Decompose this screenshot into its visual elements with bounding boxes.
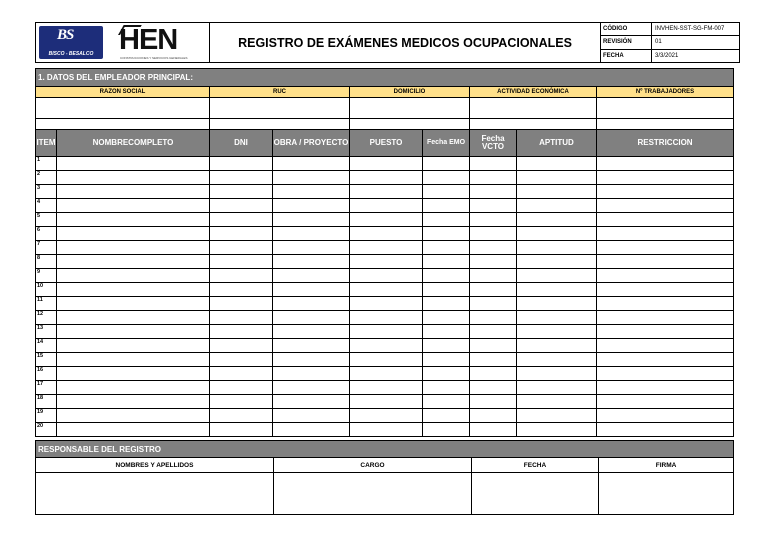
employer-ruc-field[interactable] bbox=[210, 98, 350, 119]
col-obra: OBRA / PROYECTO bbox=[273, 130, 350, 157]
row-obra-cell[interactable] bbox=[273, 395, 350, 409]
row-fecha-vcto-cell[interactable] bbox=[470, 311, 517, 325]
document-title: REGISTRO DE EXÁMENES MEDICOS OCUPACIONALES bbox=[210, 23, 601, 63]
row-puesto-cell[interactable] bbox=[350, 325, 423, 339]
row-puesto-cell[interactable] bbox=[350, 297, 423, 311]
row-item-number: 14 bbox=[36, 339, 57, 353]
row-dni-cell[interactable] bbox=[210, 325, 273, 339]
row-item-number: 11 bbox=[36, 297, 57, 311]
table-row bbox=[36, 339, 734, 353]
row-obra-cell[interactable] bbox=[273, 283, 350, 297]
row-obra-cell[interactable] bbox=[273, 311, 350, 325]
row-item-number: 1 bbox=[36, 157, 57, 171]
row-restriccion-cell[interactable] bbox=[597, 157, 734, 171]
row-aptitud-cell[interactable] bbox=[517, 311, 597, 325]
row-restriccion-cell[interactable] bbox=[597, 199, 734, 213]
row-fecha-emo-cell[interactable] bbox=[423, 241, 470, 255]
employer-actividad-field[interactable] bbox=[470, 98, 597, 119]
form-sheet bbox=[35, 22, 733, 515]
row-fecha-vcto-cell[interactable] bbox=[470, 423, 517, 437]
row-nombre-cell[interactable] bbox=[57, 325, 210, 339]
resp-nombres-field[interactable] bbox=[36, 473, 274, 515]
resp-col-firma: FIRMA bbox=[599, 458, 734, 473]
row-fecha-vcto-cell[interactable] bbox=[470, 283, 517, 297]
col-fecha-emo: Fecha EMO bbox=[423, 130, 470, 157]
row-fecha-emo-cell[interactable] bbox=[423, 409, 470, 423]
row-fecha-vcto-cell[interactable] bbox=[470, 325, 517, 339]
row-item-number: 16 bbox=[36, 367, 57, 381]
row-dni-cell[interactable] bbox=[210, 199, 273, 213]
row-restriccion-cell[interactable] bbox=[597, 367, 734, 381]
row-nombre-cell[interactable] bbox=[57, 297, 210, 311]
table-row bbox=[36, 409, 734, 423]
row-puesto-cell[interactable] bbox=[350, 283, 423, 297]
row-puesto-cell[interactable] bbox=[350, 353, 423, 367]
row-fecha-emo-cell[interactable] bbox=[423, 283, 470, 297]
col-dni: DNI bbox=[210, 130, 273, 157]
row-puesto-cell[interactable] bbox=[350, 339, 423, 353]
row-restriccion-cell[interactable] bbox=[597, 297, 734, 311]
row-fecha-emo-cell[interactable] bbox=[423, 395, 470, 409]
row-puesto-cell[interactable] bbox=[350, 269, 423, 283]
resp-col-nombres: NOMBRES Y APELLIDOS bbox=[36, 458, 274, 473]
hen-logo-tagline: CONSTRUCCIONES Y SERVICIOS GENERALES bbox=[120, 56, 188, 60]
row-restriccion-cell[interactable] bbox=[597, 171, 734, 185]
row-fecha-emo-cell[interactable] bbox=[423, 255, 470, 269]
row-fecha-emo-cell[interactable] bbox=[423, 325, 470, 339]
table-row bbox=[36, 325, 734, 339]
employer-section-title: 1. DATOS DEL EMPLEADOR PRINCIPAL: bbox=[36, 69, 734, 87]
table-row bbox=[36, 269, 734, 283]
row-dni-cell[interactable] bbox=[210, 185, 273, 199]
row-obra-cell[interactable] bbox=[273, 157, 350, 171]
meta-value-revision: 01 bbox=[652, 36, 740, 49]
table-row bbox=[36, 353, 734, 367]
row-restriccion-cell[interactable] bbox=[597, 311, 734, 325]
logos-cell bbox=[36, 23, 210, 63]
row-restriccion-cell[interactable] bbox=[597, 283, 734, 297]
row-puesto-cell[interactable] bbox=[350, 227, 423, 241]
row-aptitud-cell[interactable] bbox=[517, 283, 597, 297]
row-item-number: 10 bbox=[36, 283, 57, 297]
row-restriccion-cell[interactable] bbox=[597, 339, 734, 353]
row-item-number: 6 bbox=[36, 227, 57, 241]
table-row bbox=[36, 255, 734, 269]
row-item-number: 9 bbox=[36, 269, 57, 283]
row-dni-cell[interactable] bbox=[210, 297, 273, 311]
row-nombre-cell[interactable] bbox=[57, 353, 210, 367]
row-item-number: 18 bbox=[36, 395, 57, 409]
row-item-number: 20 bbox=[36, 423, 57, 437]
row-restriccion-cell[interactable] bbox=[597, 381, 734, 395]
row-obra-cell[interactable] bbox=[273, 409, 350, 423]
row-fecha-vcto-cell[interactable] bbox=[470, 353, 517, 367]
table-row bbox=[36, 283, 734, 297]
employer-trabajadores-field[interactable] bbox=[597, 98, 734, 119]
row-nombre-cell[interactable] bbox=[57, 409, 210, 423]
employer-header-row bbox=[36, 87, 734, 98]
row-obra-cell[interactable] bbox=[273, 367, 350, 381]
row-restriccion-cell[interactable] bbox=[597, 409, 734, 423]
row-item-number: 15 bbox=[36, 353, 57, 367]
row-restriccion-cell[interactable] bbox=[597, 325, 734, 339]
row-fecha-emo-cell[interactable] bbox=[423, 185, 470, 199]
row-restriccion-cell[interactable] bbox=[597, 395, 734, 409]
row-aptitud-cell[interactable] bbox=[517, 297, 597, 311]
row-fecha-vcto-cell[interactable] bbox=[470, 171, 517, 185]
employer-value-row bbox=[36, 98, 734, 119]
row-nombre-cell[interactable] bbox=[57, 227, 210, 241]
row-puesto-cell[interactable] bbox=[350, 185, 423, 199]
row-item-number: 19 bbox=[36, 409, 57, 423]
resp-col-cargo: CARGO bbox=[274, 458, 472, 473]
employer-col-razon-social: RAZON SOCIAL bbox=[36, 87, 210, 98]
row-fecha-emo-cell[interactable] bbox=[423, 227, 470, 241]
row-restriccion-cell[interactable] bbox=[597, 227, 734, 241]
row-obra-cell[interactable] bbox=[273, 213, 350, 227]
row-nombre-cell[interactable] bbox=[57, 423, 210, 437]
row-puesto-cell[interactable] bbox=[350, 395, 423, 409]
row-dni-cell[interactable] bbox=[210, 241, 273, 255]
row-restriccion-cell[interactable] bbox=[597, 213, 734, 227]
row-aptitud-cell[interactable] bbox=[517, 381, 597, 395]
row-obra-cell[interactable] bbox=[273, 227, 350, 241]
row-fecha-emo-cell[interactable] bbox=[423, 199, 470, 213]
row-aptitud-cell[interactable] bbox=[517, 185, 597, 199]
row-fecha-emo-cell[interactable] bbox=[423, 171, 470, 185]
row-puesto-cell[interactable] bbox=[350, 199, 423, 213]
row-nombre-cell[interactable] bbox=[57, 199, 210, 213]
table-row bbox=[36, 367, 734, 381]
row-puesto-cell[interactable] bbox=[350, 311, 423, 325]
row-item-number: 2 bbox=[36, 171, 57, 185]
row-aptitud-cell[interactable] bbox=[517, 213, 597, 227]
row-obra-cell[interactable] bbox=[273, 269, 350, 283]
row-fecha-vcto-cell[interactable] bbox=[470, 409, 517, 423]
registry-rows bbox=[36, 157, 734, 437]
row-aptitud-cell[interactable] bbox=[517, 269, 597, 283]
row-dni-cell[interactable] bbox=[210, 381, 273, 395]
row-puesto-cell[interactable] bbox=[350, 423, 423, 437]
table-row bbox=[36, 199, 734, 213]
row-dni-cell[interactable] bbox=[210, 353, 273, 367]
row-obra-cell[interactable] bbox=[273, 241, 350, 255]
row-restriccion-cell[interactable] bbox=[597, 185, 734, 199]
col-item: ITEM bbox=[36, 130, 57, 157]
row-obra-cell[interactable] bbox=[273, 325, 350, 339]
meta-key-fecha: FECHA bbox=[601, 49, 652, 62]
table-row bbox=[36, 297, 734, 311]
row-fecha-emo-cell[interactable] bbox=[423, 381, 470, 395]
row-fecha-emo-cell[interactable] bbox=[423, 339, 470, 353]
row-aptitud-cell[interactable] bbox=[517, 241, 597, 255]
registry-header-row bbox=[36, 130, 734, 157]
row-nombre-cell[interactable] bbox=[57, 395, 210, 409]
row-nombre-cell[interactable] bbox=[57, 311, 210, 325]
row-aptitud-cell[interactable] bbox=[517, 199, 597, 213]
row-fecha-vcto-cell[interactable] bbox=[470, 255, 517, 269]
employer-col-trabajadores: Nº TRABAJADORES bbox=[597, 87, 734, 98]
row-dni-cell[interactable] bbox=[210, 311, 273, 325]
employer-col-ruc: RUC bbox=[210, 87, 350, 98]
row-aptitud-cell[interactable] bbox=[517, 395, 597, 409]
row-aptitud-cell[interactable] bbox=[517, 171, 597, 185]
row-nombre-cell[interactable] bbox=[57, 255, 210, 269]
row-fecha-emo-cell[interactable] bbox=[423, 353, 470, 367]
row-puesto-cell[interactable] bbox=[350, 241, 423, 255]
row-puesto-cell[interactable] bbox=[350, 157, 423, 171]
row-restriccion-cell[interactable] bbox=[597, 269, 734, 283]
row-nombre-cell[interactable] bbox=[57, 381, 210, 395]
row-aptitud-cell[interactable] bbox=[517, 255, 597, 269]
employer-col-actividad: ACTIVIDAD ECONÓMICA bbox=[470, 87, 597, 98]
row-aptitud-cell[interactable] bbox=[517, 409, 597, 423]
row-fecha-vcto-cell[interactable] bbox=[470, 213, 517, 227]
table-row bbox=[36, 381, 734, 395]
resp-col-fecha: FECHA bbox=[472, 458, 599, 473]
row-obra-cell[interactable] bbox=[273, 339, 350, 353]
row-obra-cell[interactable] bbox=[273, 171, 350, 185]
row-nombre-cell[interactable] bbox=[57, 171, 210, 185]
row-restriccion-cell[interactable] bbox=[597, 255, 734, 269]
row-obra-cell[interactable] bbox=[273, 297, 350, 311]
row-aptitud-cell[interactable] bbox=[517, 157, 597, 171]
row-fecha-vcto-cell[interactable] bbox=[470, 339, 517, 353]
row-item-number: 17 bbox=[36, 381, 57, 395]
row-obra-cell[interactable] bbox=[273, 199, 350, 213]
row-aptitud-cell[interactable] bbox=[517, 227, 597, 241]
row-item-number: 8 bbox=[36, 255, 57, 269]
col-restriccion: RESTRICCION bbox=[597, 130, 734, 157]
table-row bbox=[36, 311, 734, 325]
row-puesto-cell[interactable] bbox=[350, 171, 423, 185]
resp-firma-field[interactable] bbox=[599, 473, 734, 515]
table-row bbox=[36, 241, 734, 255]
row-fecha-vcto-cell[interactable] bbox=[470, 227, 517, 241]
table-row bbox=[36, 171, 734, 185]
row-fecha-emo-cell[interactable] bbox=[423, 423, 470, 437]
responsible-section-title: RESPONSABLE DEL REGISTRO bbox=[36, 441, 734, 458]
row-fecha-vcto-cell[interactable] bbox=[470, 241, 517, 255]
row-fecha-emo-cell[interactable] bbox=[423, 297, 470, 311]
row-puesto-cell[interactable] bbox=[350, 381, 423, 395]
row-dni-cell[interactable] bbox=[210, 395, 273, 409]
table-row bbox=[36, 423, 734, 437]
row-item-number: 12 bbox=[36, 311, 57, 325]
row-aptitud-cell[interactable] bbox=[517, 339, 597, 353]
table-row bbox=[36, 213, 734, 227]
row-aptitud-cell[interactable] bbox=[517, 367, 597, 381]
resp-fecha-field[interactable] bbox=[472, 473, 599, 515]
table-row bbox=[36, 185, 734, 199]
row-puesto-cell[interactable] bbox=[350, 367, 423, 381]
meta-value-fecha: 3/3/2021 bbox=[652, 49, 740, 62]
row-obra-cell[interactable] bbox=[273, 353, 350, 367]
responsible-header-row bbox=[36, 458, 734, 473]
row-fecha-vcto-cell[interactable] bbox=[470, 297, 517, 311]
row-fecha-vcto-cell[interactable] bbox=[470, 367, 517, 381]
row-puesto-cell[interactable] bbox=[350, 255, 423, 269]
row-dni-cell[interactable] bbox=[210, 283, 273, 297]
row-puesto-cell[interactable] bbox=[350, 409, 423, 423]
row-fecha-vcto-cell[interactable] bbox=[470, 269, 517, 283]
row-restriccion-cell[interactable] bbox=[597, 241, 734, 255]
row-fecha-vcto-cell[interactable] bbox=[470, 395, 517, 409]
row-dni-cell[interactable] bbox=[210, 423, 273, 437]
row-obra-cell[interactable] bbox=[273, 255, 350, 269]
row-nombre-cell[interactable] bbox=[57, 339, 210, 353]
row-fecha-vcto-cell[interactable] bbox=[470, 381, 517, 395]
employer-domicilio-field[interactable] bbox=[350, 98, 470, 119]
meta-key-codigo: CÓDIGO bbox=[601, 23, 652, 36]
row-dni-cell[interactable] bbox=[210, 269, 273, 283]
row-fecha-vcto-cell[interactable] bbox=[470, 185, 517, 199]
responsible-table bbox=[35, 440, 734, 515]
row-fecha-emo-cell[interactable] bbox=[423, 269, 470, 283]
row-item-number: 4 bbox=[36, 199, 57, 213]
row-item-number: 3 bbox=[36, 185, 57, 199]
row-fecha-emo-cell[interactable] bbox=[423, 311, 470, 325]
employer-spacer-row bbox=[36, 119, 734, 130]
row-obra-cell[interactable] bbox=[273, 185, 350, 199]
row-obra-cell[interactable] bbox=[273, 381, 350, 395]
row-dni-cell[interactable] bbox=[210, 157, 273, 171]
row-fecha-emo-cell[interactable] bbox=[423, 367, 470, 381]
form-header bbox=[35, 22, 740, 63]
row-item-number: 13 bbox=[36, 325, 57, 339]
row-aptitud-cell[interactable] bbox=[517, 423, 597, 437]
row-nombre-cell[interactable] bbox=[57, 157, 210, 171]
row-nombre-cell[interactable] bbox=[57, 269, 210, 283]
table-row bbox=[36, 395, 734, 409]
row-restriccion-cell[interactable] bbox=[597, 423, 734, 437]
row-restriccion-cell[interactable] bbox=[597, 353, 734, 367]
hen-logo: HEN bbox=[119, 24, 178, 56]
row-dni-cell[interactable] bbox=[210, 339, 273, 353]
registry-table bbox=[35, 68, 734, 437]
row-nombre-cell[interactable] bbox=[57, 213, 210, 227]
row-fecha-vcto-cell[interactable] bbox=[470, 199, 517, 213]
table-row bbox=[36, 157, 734, 171]
col-nombre: NOMBRECOMPLETO bbox=[57, 130, 210, 157]
row-dni-cell[interactable] bbox=[210, 367, 273, 381]
meta-key-revision: REVISIÓN bbox=[601, 36, 652, 49]
employer-col-domicilio: DOMICILIO bbox=[350, 87, 470, 98]
col-aptitud: APTITUD bbox=[517, 130, 597, 157]
resp-cargo-field[interactable] bbox=[274, 473, 472, 515]
col-puesto: PUESTO bbox=[350, 130, 423, 157]
row-fecha-emo-cell[interactable] bbox=[423, 157, 470, 171]
row-obra-cell[interactable] bbox=[273, 423, 350, 437]
row-aptitud-cell[interactable] bbox=[517, 353, 597, 367]
row-item-number: 7 bbox=[36, 241, 57, 255]
row-aptitud-cell[interactable] bbox=[517, 325, 597, 339]
employer-razon-social-field[interactable] bbox=[36, 98, 210, 119]
row-fecha-vcto-cell[interactable] bbox=[470, 157, 517, 171]
col-fecha-vcto: Fecha VCTO bbox=[470, 130, 517, 157]
table-row bbox=[36, 227, 734, 241]
responsible-value-row bbox=[36, 473, 734, 515]
row-dni-cell[interactable] bbox=[210, 213, 273, 227]
row-nombre-cell[interactable] bbox=[57, 367, 210, 381]
row-nombre-cell[interactable] bbox=[57, 185, 210, 199]
row-nombre-cell[interactable] bbox=[57, 283, 210, 297]
row-dni-cell[interactable] bbox=[210, 171, 273, 185]
row-item-number: 5 bbox=[36, 213, 57, 227]
row-fecha-emo-cell[interactable] bbox=[423, 213, 470, 227]
row-dni-cell[interactable] bbox=[210, 255, 273, 269]
row-dni-cell[interactable] bbox=[210, 409, 273, 423]
row-dni-cell[interactable] bbox=[210, 227, 273, 241]
row-nombre-cell[interactable] bbox=[57, 241, 210, 255]
row-puesto-cell[interactable] bbox=[350, 213, 423, 227]
bisco-besalco-logo: BS BISCO - BESALCO bbox=[39, 26, 103, 59]
meta-value-codigo: INVHEN-SST-SG-FM-007 bbox=[652, 23, 740, 36]
